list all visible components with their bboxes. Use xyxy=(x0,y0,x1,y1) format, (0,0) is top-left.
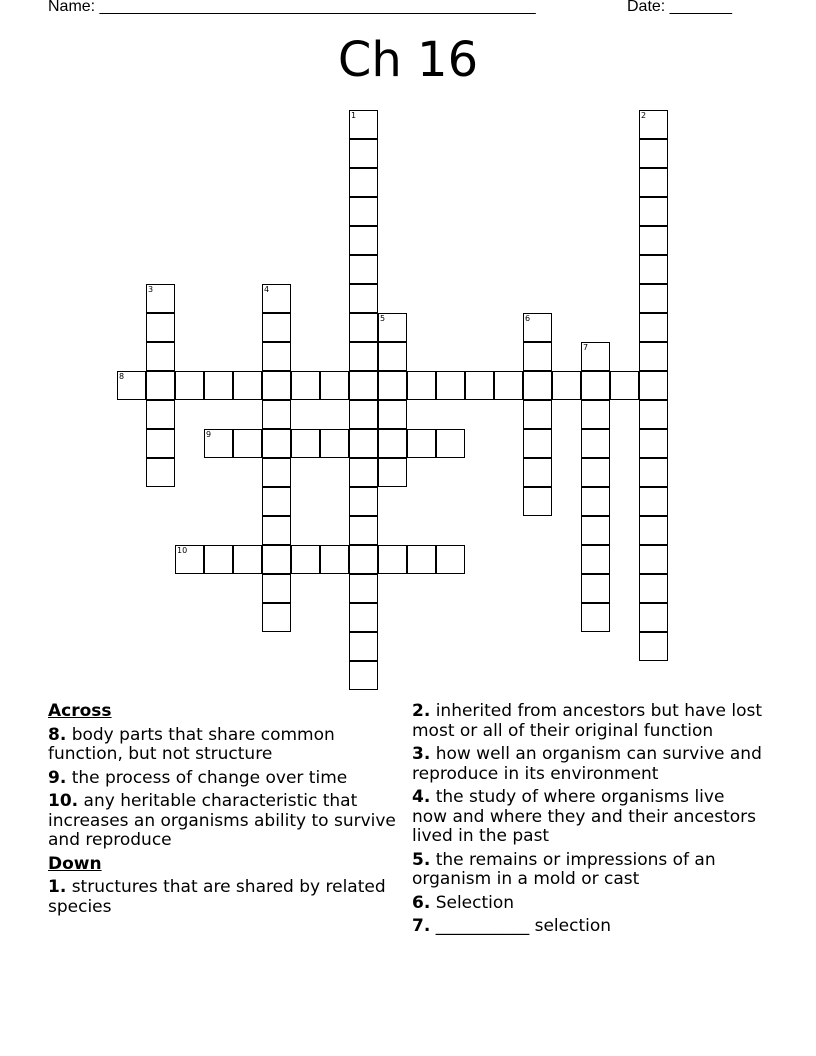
grid-cell[interactable] xyxy=(262,487,291,516)
grid-cell[interactable] xyxy=(349,603,378,632)
grid-cell[interactable] xyxy=(262,429,291,458)
grid-cell[interactable] xyxy=(378,371,407,400)
grid-cell[interactable] xyxy=(436,429,465,458)
grid-cell[interactable] xyxy=(465,371,494,400)
grid-cell[interactable] xyxy=(581,603,610,632)
grid-cell[interactable] xyxy=(146,400,175,429)
grid-cell[interactable] xyxy=(639,574,668,603)
grid-cell[interactable] xyxy=(523,429,552,458)
grid-cell[interactable] xyxy=(320,545,349,574)
name-field[interactable]: Name: _________________________________________________ xyxy=(48,0,536,15)
clue-number: 10 xyxy=(177,546,188,555)
grid-cell[interactable] xyxy=(407,545,436,574)
grid-cell[interactable] xyxy=(233,545,262,574)
grid-cell[interactable] xyxy=(378,545,407,574)
grid-cell[interactable] xyxy=(639,545,668,574)
clue-across-8: 8. body parts that share common function, but not structure xyxy=(48,724,335,764)
grid-cell[interactable] xyxy=(523,313,552,342)
grid-cell[interactable] xyxy=(233,371,262,400)
grid-cell[interactable] xyxy=(349,197,378,226)
grid-cell[interactable] xyxy=(639,487,668,516)
grid-cell[interactable] xyxy=(349,226,378,255)
grid-cell[interactable] xyxy=(378,429,407,458)
grid-cell[interactable] xyxy=(581,400,610,429)
clue-number: 8 xyxy=(119,372,125,381)
grid-cell[interactable] xyxy=(349,574,378,603)
clue-down-6: 6. Selection xyxy=(412,892,515,913)
clue-down-7: 7. ___________ selection xyxy=(412,916,612,936)
clue-number: 1 xyxy=(351,111,357,120)
grid-cell[interactable] xyxy=(639,139,668,168)
grid-cell[interactable] xyxy=(262,574,291,603)
grid-cell[interactable] xyxy=(262,545,291,574)
grid-cell[interactable] xyxy=(349,255,378,284)
grid-cell[interactable] xyxy=(291,371,320,400)
grid-cell[interactable] xyxy=(262,400,291,429)
clue-down-2: 2. inherited from ancestors but have lost most or all of their original function xyxy=(412,701,762,741)
clue-across-10: 10. any heritable characteristic that increases an organisms ability to survive and reproduce xyxy=(48,791,396,850)
grid-cell[interactable] xyxy=(639,632,668,661)
grid-cell[interactable] xyxy=(262,284,291,313)
grid-cell[interactable] xyxy=(523,458,552,487)
clue-across-9: 9. the process of change over time xyxy=(48,767,348,788)
clue-down-1: 1. structures that are shared by related species xyxy=(48,877,386,917)
grid-cell[interactable] xyxy=(349,632,378,661)
clue-number: 9 xyxy=(206,430,212,439)
grid-cell[interactable] xyxy=(262,516,291,545)
grid-cell[interactable] xyxy=(378,313,407,342)
clue-number: 5 xyxy=(380,314,386,323)
grid-cell[interactable] xyxy=(349,342,378,371)
clue-number: 6 xyxy=(525,314,531,323)
page-title: Ch 16 xyxy=(337,32,479,88)
grid-cell[interactable] xyxy=(204,545,233,574)
grid-cell[interactable] xyxy=(639,603,668,632)
grid-cell[interactable] xyxy=(349,545,378,574)
grid-cell[interactable] xyxy=(117,371,146,400)
grid-cell[interactable] xyxy=(581,516,610,545)
grid-cell[interactable] xyxy=(581,545,610,574)
grid-cell[interactable] xyxy=(407,429,436,458)
grid-cell[interactable] xyxy=(639,197,668,226)
date-field[interactable]: Date: _______ xyxy=(627,0,732,15)
clue-number: 3 xyxy=(148,285,154,294)
grid-cell[interactable] xyxy=(320,371,349,400)
grid-cell[interactable] xyxy=(378,400,407,429)
grid-cell[interactable] xyxy=(639,168,668,197)
grid-cell[interactable] xyxy=(146,342,175,371)
clue-down-4: 4. the study of where organisms live now and where they and their ancestors lived in the past xyxy=(412,787,757,846)
grid-cell[interactable] xyxy=(639,313,668,342)
grid-cell[interactable] xyxy=(349,516,378,545)
grid-cell[interactable] xyxy=(291,545,320,574)
grid-cell[interactable] xyxy=(639,458,668,487)
grid-cell[interactable] xyxy=(349,284,378,313)
grid-cell[interactable] xyxy=(523,342,552,371)
down-heading: Down xyxy=(48,853,102,874)
grid-cell[interactable] xyxy=(581,371,610,400)
grid-cell[interactable] xyxy=(262,458,291,487)
grid-cell[interactable] xyxy=(639,342,668,371)
grid-cell[interactable] xyxy=(349,661,378,690)
grid-cell[interactable] xyxy=(320,429,349,458)
clues-left-column xyxy=(48,702,398,921)
grid-cell[interactable] xyxy=(349,139,378,168)
grid-cell[interactable] xyxy=(581,574,610,603)
grid-cell[interactable] xyxy=(262,313,291,342)
grid-cell[interactable] xyxy=(204,371,233,400)
grid-cell[interactable] xyxy=(610,371,639,400)
grid-cell[interactable] xyxy=(146,429,175,458)
grid-cell[interactable] xyxy=(262,342,291,371)
grid-cell[interactable] xyxy=(378,342,407,371)
grid-cell[interactable] xyxy=(233,429,262,458)
grid-cell[interactable] xyxy=(639,516,668,545)
grid-cell[interactable] xyxy=(639,110,668,139)
clue-down-5: 5. the remains or impressions of an organism in a mold or cast xyxy=(412,849,716,889)
grid-cell[interactable] xyxy=(639,226,668,255)
grid-cell[interactable] xyxy=(175,545,204,574)
grid-cell[interactable] xyxy=(146,458,175,487)
grid-cell[interactable] xyxy=(581,429,610,458)
grid-cell[interactable] xyxy=(349,110,378,139)
grid-cell[interactable] xyxy=(581,487,610,516)
grid-cell[interactable] xyxy=(175,371,204,400)
grid-cell[interactable] xyxy=(146,284,175,313)
grid-cell[interactable] xyxy=(436,371,465,400)
grid-cell[interactable] xyxy=(291,429,320,458)
grid-cell[interactable] xyxy=(204,429,233,458)
clues-right-column xyxy=(412,702,762,941)
clue-number: 7 xyxy=(583,343,589,352)
grid-cell[interactable] xyxy=(639,255,668,284)
grid-cell[interactable] xyxy=(639,371,668,400)
grid-cell[interactable] xyxy=(262,603,291,632)
grid-cell[interactable] xyxy=(349,400,378,429)
grid-cell[interactable] xyxy=(494,371,523,400)
grid-cell[interactable] xyxy=(639,284,668,313)
grid-cell[interactable] xyxy=(378,458,407,487)
grid-cell[interactable] xyxy=(581,342,610,371)
grid-cell[interactable] xyxy=(349,168,378,197)
grid-cell[interactable] xyxy=(349,371,378,400)
grid-cell[interactable] xyxy=(436,545,465,574)
across-heading: Across xyxy=(48,701,112,721)
grid-cell[interactable] xyxy=(523,371,552,400)
grid-cell[interactable] xyxy=(146,313,175,342)
clue-down-3: 3. how well an organism can survive and reproduce in its environment xyxy=(412,744,762,784)
clue-number: 4 xyxy=(264,285,270,294)
grid-cell[interactable] xyxy=(349,487,378,516)
grid-cell[interactable] xyxy=(146,371,175,400)
grid-cell[interactable] xyxy=(523,487,552,516)
grid-cell[interactable] xyxy=(262,371,291,400)
grid-cell[interactable] xyxy=(639,400,668,429)
grid-cell[interactable] xyxy=(349,429,378,458)
grid-cell[interactable] xyxy=(639,429,668,458)
grid-cell[interactable] xyxy=(349,458,378,487)
grid-cell[interactable] xyxy=(523,400,552,429)
grid-cell[interactable] xyxy=(349,313,378,342)
grid-cell[interactable] xyxy=(581,458,610,487)
grid-cell[interactable] xyxy=(407,371,436,400)
grid-cell[interactable] xyxy=(552,371,581,400)
clue-number: 2 xyxy=(641,111,647,120)
